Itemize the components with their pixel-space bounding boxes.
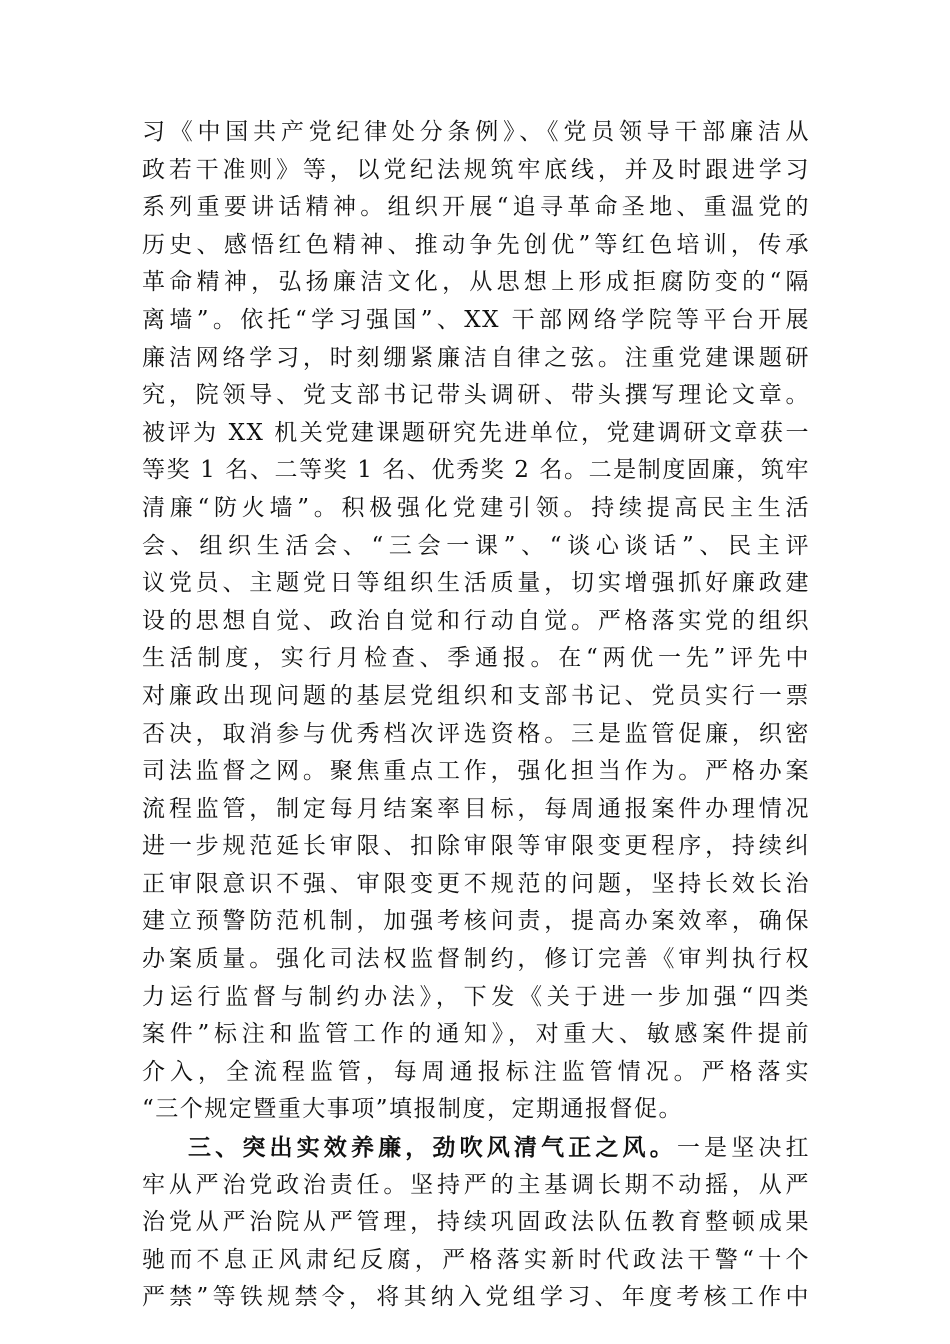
paragraph-heading-line <box>142 1129 810 1167</box>
text-line: 习《中国共产党纪律处分条例》、《党员领导干部廉洁从 <box>142 119 810 145</box>
text-line: 介入，全流程监管，每周通报标注监管情况。严格落实 <box>142 1058 810 1085</box>
text-line: 司法监督之网。聚焦重点工作，强化担当作为。严格办案 <box>142 758 810 785</box>
text-line: 建立预警防范机制，加强考核问责，提高办案效率，确保 <box>142 908 810 935</box>
text-line: 离墙”。依托“学习强国”、XX 干部网络学院等平台开展 <box>142 306 810 333</box>
text-line: 生活制度，实行月检查、季通报。在“两优一先”评先中 <box>142 645 810 672</box>
text-line: 政若干准则》等，以党纪法规筑牢底线，并及时跟进学习 <box>142 156 810 183</box>
text-line: 被评为 XX 机关党建课题研究先进单位，党建调研文章获一 <box>142 419 810 446</box>
text-line: 等奖 1 名、二等奖 1 名、优秀奖 2 名。二是制度固廉，筑牢 <box>142 457 810 484</box>
text-line: 驰而不息正风肃纪反腐，严格落实新时代政法干警“十个 <box>142 1246 810 1273</box>
text-line: 设的思想自觉、政治自觉和行动自觉。严格落实党的组织 <box>142 607 810 634</box>
text-line: 牢从严治党政治责任。坚持严的主基调长期不动摇，从严 <box>142 1171 810 1198</box>
body-text <box>142 114 810 1317</box>
text-run: 一是坚决扛 <box>676 1135 810 1162</box>
text-line: 究，院领导、党支部书记带头调研、带头撰写理论文章。 <box>142 382 810 409</box>
text-line: 会、组织生活会、“三会一课”、“谈心谈话”、民主评 <box>142 532 810 559</box>
text-line: 办案质量。强化司法权监督制约，修订完善《审判执行权 <box>142 946 810 973</box>
text-line: 否决，取消参与优秀档次评选资格。三是监管促廉，织密 <box>142 720 810 747</box>
text-line: 案件”标注和监管工作的通知》，对重大、敏感案件提前 <box>142 1021 810 1048</box>
section-heading: 三、突出实效养廉，劲吹风清气正之风。 <box>188 1134 677 1162</box>
text-line: 流程监管，制定每月结案率目标，每周通报案件办理情况 <box>142 795 810 822</box>
text-line: 革命精神，弘扬廉洁文化，从思想上形成拒腐防变的“隔 <box>142 269 810 296</box>
text-line: 力运行监督与制约办法》，下发《关于进一步加强“四类 <box>142 983 810 1010</box>
text-line: 进一步规范延长审限、扣除审限等审限变更程序，持续纠 <box>142 833 810 860</box>
text-line: “三个规定暨重大事项”填报制度，定期通报督促。 <box>142 1096 684 1123</box>
text-line: 历史、感悟红色精神、推动争先创优”等红色培训，传承 <box>142 231 810 258</box>
text-line: 廉洁网络学习，时刻绷紧廉洁自律之弦。注重党建课题研 <box>142 344 810 371</box>
text-line: 正审限意识不强、审限变更不规范的问题，坚持长效长治 <box>142 870 810 897</box>
text-line: 对廉政出现问题的基层党组织和支部书记、党员实行一票 <box>142 682 810 709</box>
text-line: 清廉“防火墙”。积极强化党建引领。持续提高民主生活 <box>142 494 810 521</box>
text-line: 议党员、主题党日等组织生活质量，切实增强抓好廉政建 <box>142 570 810 597</box>
text-line: 系列重要讲话精神。组织开展“追寻革命圣地、重温党的 <box>142 194 810 221</box>
text-line: 治党从严治院从严管理，持续巩固政法队伍教育整顿成果 <box>142 1209 810 1236</box>
text-line: 严禁”等铁规禁令，将其纳入党组学习、年度考核工作中 <box>142 1284 810 1311</box>
